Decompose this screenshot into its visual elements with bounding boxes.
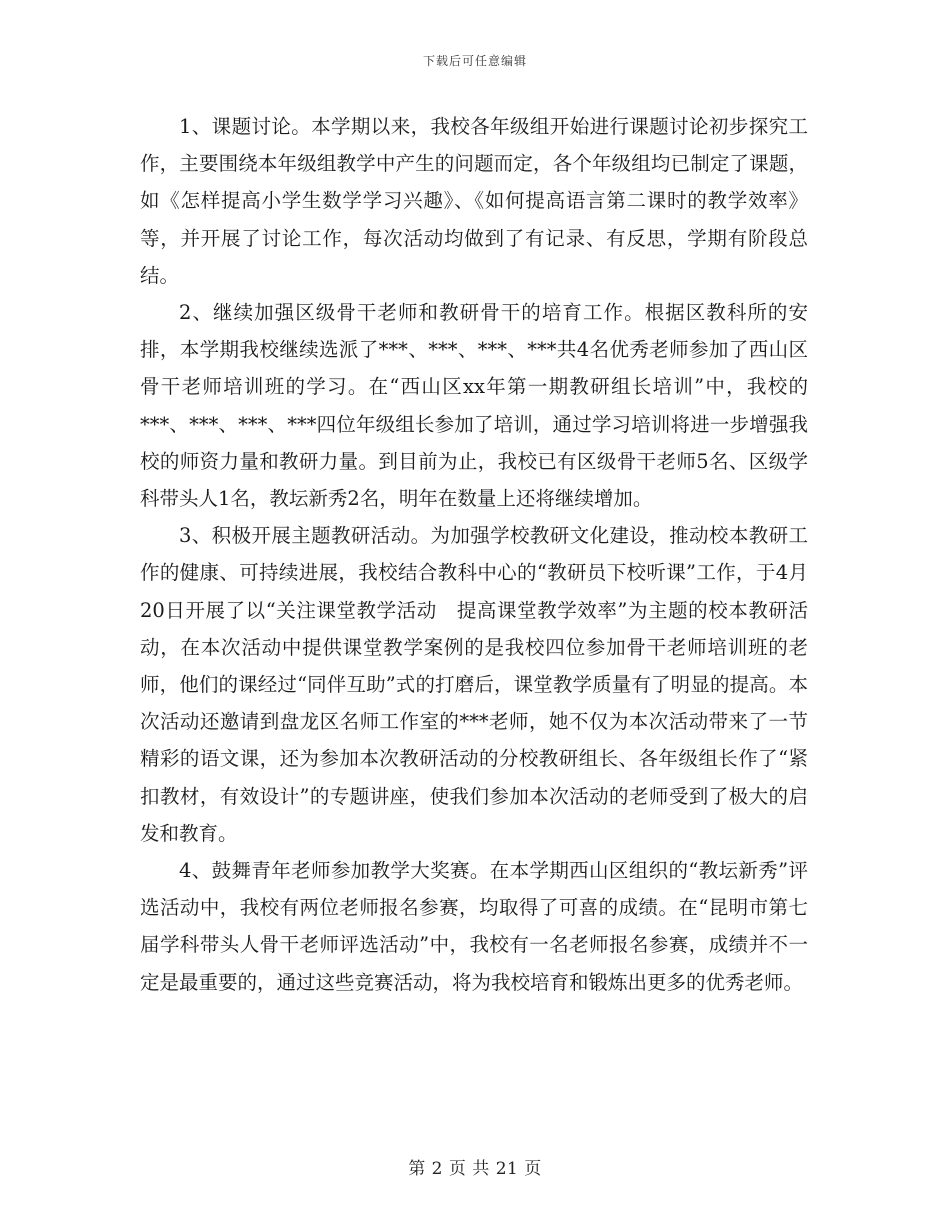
paragraph-2: 2、继续加强区级骨干老师和教研骨干的培育工作。根据区教科所的安排，本学期我校继续选派了***、***、***、***共4名优秀老师参加了西山区骨干老师培训班的学习。在“西山区xx年第一期教研组长培训”中，我校的***、***、***、***四位年级组长参加了培训，通过学习培训将进一步增强我校的师资力量和教研力量。到目前为止，我校已有区级骨干老师5名、区级学科带头人1名，教坛新秀2名，明年在数量上还将继续增加。 — [140, 301, 808, 511]
page-footer: 第 2 页 共 21 页 — [408, 1159, 542, 1179]
page-header: 下载后可任意编辑 — [422, 54, 527, 68]
paragraph-4: 4、鼓舞青年老师参加教学大奖赛。在本学期西山区组织的“教坛新秀”评选活动中，我校有两位老师报名参赛，均取得了可喜的成绩。在“昆明市第七届学科带头人骨干老师评选活动”中，我校有一名老师报名参赛，成绩并不一定是最重要的，通过这些竞赛活动，将为我校培育和锻炼出更多的优秀老师。 — [140, 859, 808, 994]
paragraph-3: 3、积极开展主题教研活动。为加强学校教研文化建设，推动校本教研工作的健康、可持续进展，我校结合教科中心的“教研员下校听课”工作，于4月20日开展了以“关注课堂教学活动 提高课堂教学效率”为主题的校本教研活动，在本次活动中提供课堂教学案例的是我校四位参加骨干老师培训班的老师，他们的课经过“同伴互助”式的打磨后，课堂教学质量有了明显的提高。本次活动还邀请到盘龙区名师工作室的***老师，她不仅为本次活动带来了一节精彩的语文课，还为参加本次教研活动的分校教研组长、各年级组长作了“紧扣教材，有效设计”的专题讲座，使我们参加本次活动的老师受到了极大的启发和教育。 — [140, 524, 808, 845]
paragraph-1: 1、课题讨论。本学期以来，我校各年级组开始进行课题讨论初步探究工作，主要围绕本年级组教学中产生的问题而定，各个年级组均已制定了课题，如《怎样提高小学生数学学习兴趣》、《如何提高语言第二课时的教学效率》等，并开展了讨论工作，每次活动均做到了有记录、有反思，学期有阶段总结。 — [140, 115, 808, 287]
document-body — [140, 108, 808, 1001]
